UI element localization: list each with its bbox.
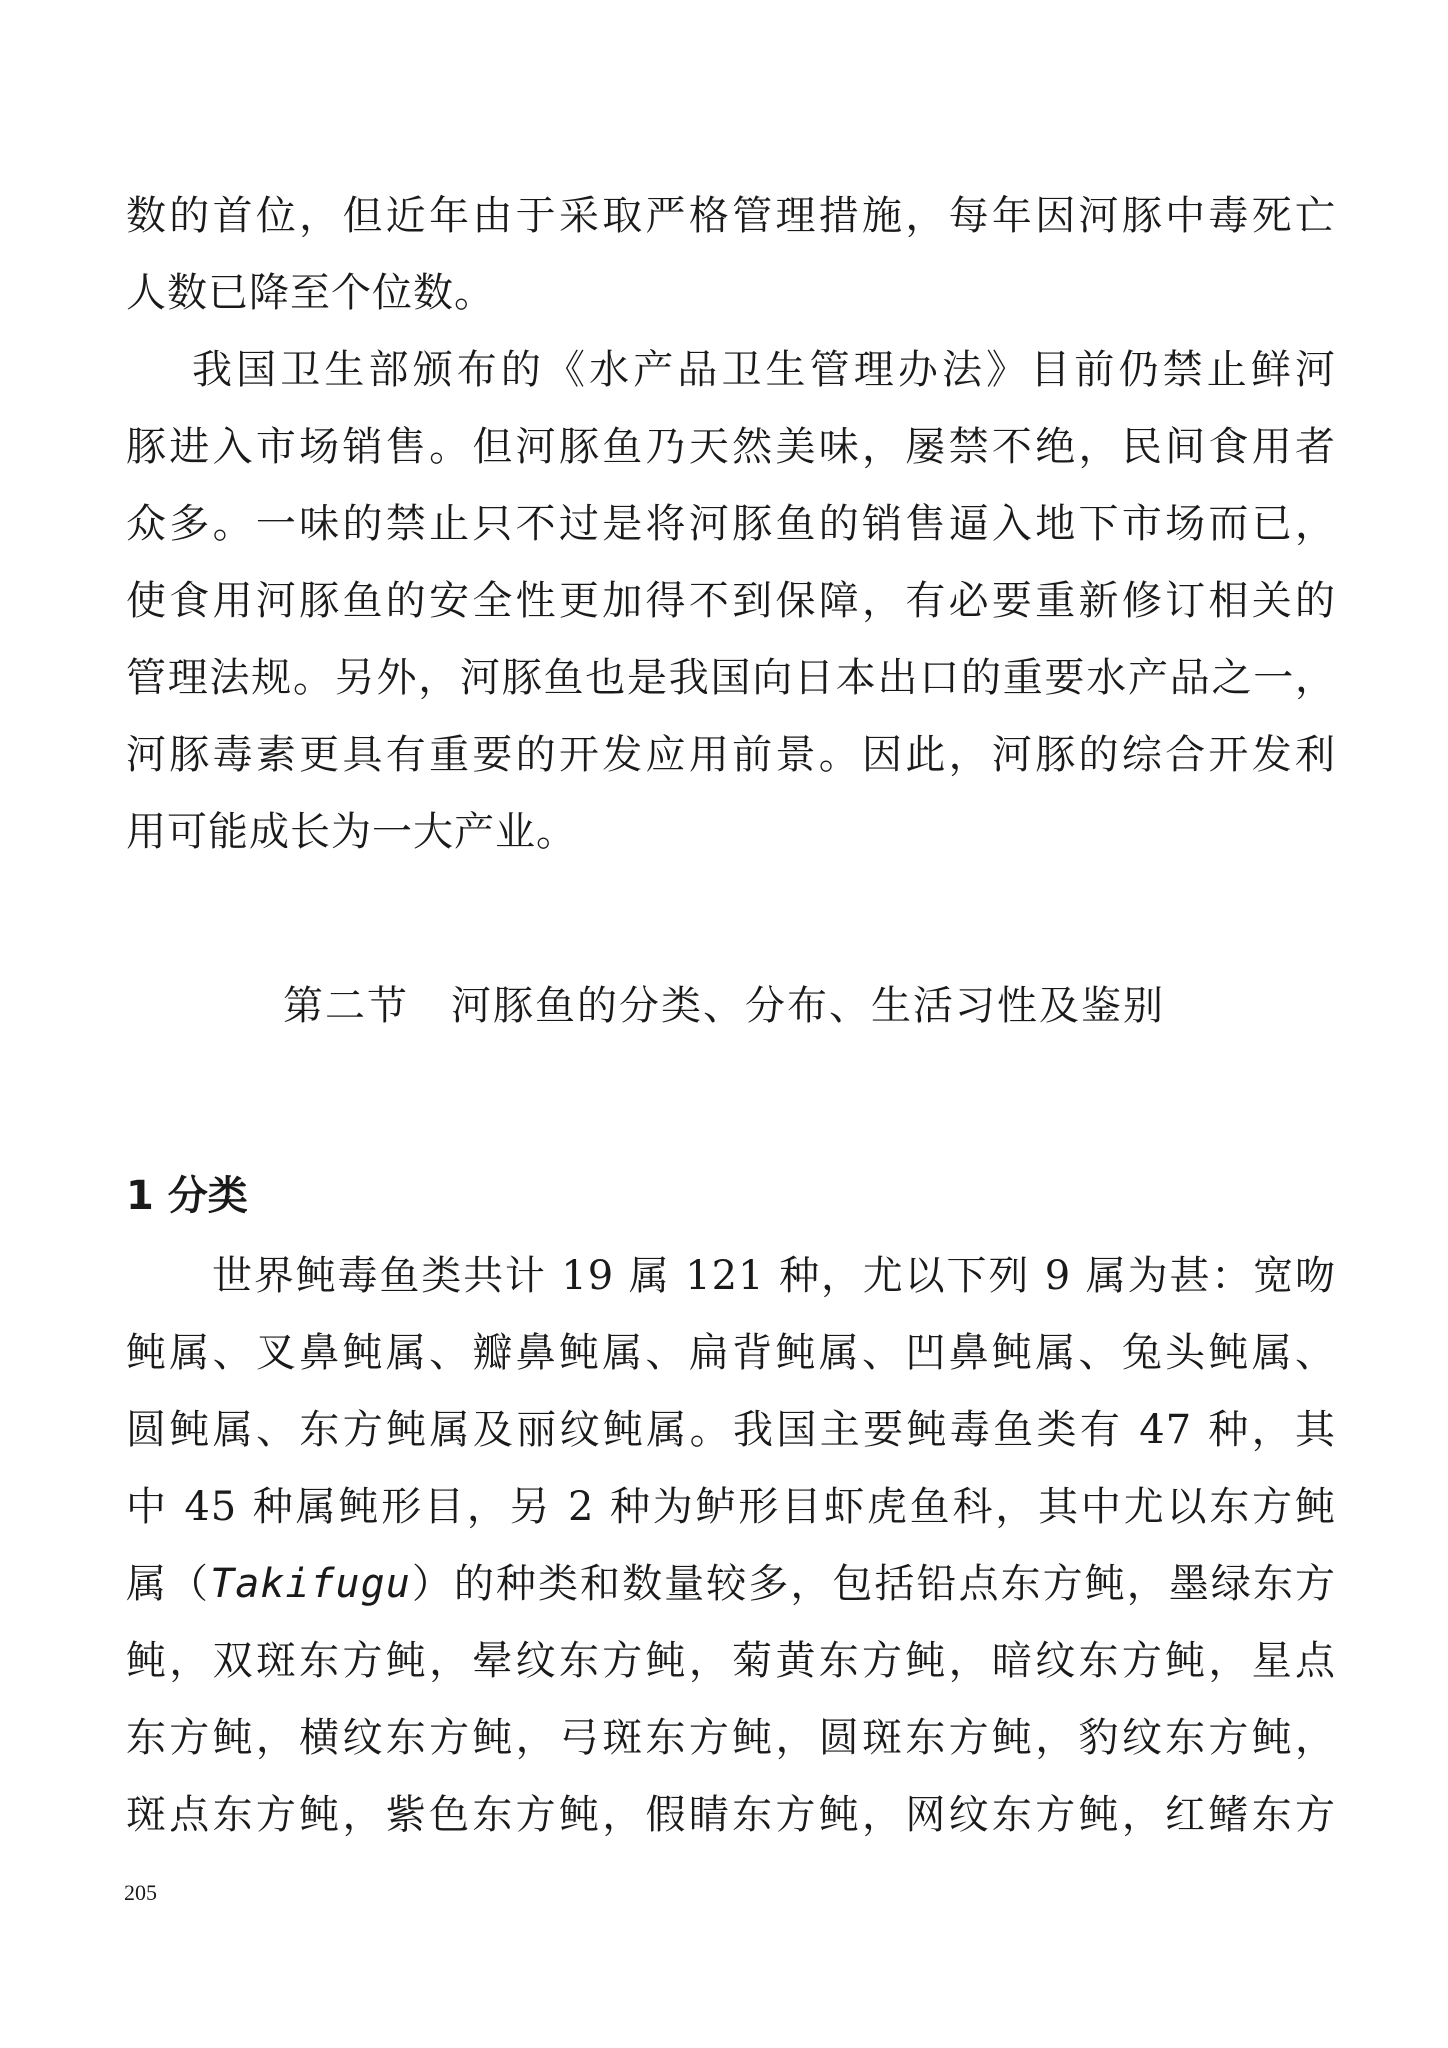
text-fragment: 属（ xyxy=(126,1561,211,1607)
text-line: 我国卫生部颁布的《水产品卫生管理办法》目前仍禁止鲜河 xyxy=(192,347,1336,393)
text-fragment: ）的种类和数量较多，包括铅点东方鲀，墨绿东方 xyxy=(410,1561,1337,1607)
genus-name: Takifugu xyxy=(210,1561,411,1607)
text-line: 中 45 种属鲀形目，另 2 种为鲈形目虾虎鱼科，其中尤以东方鲀 xyxy=(126,1484,1336,1530)
text-line: 鲀，双斑东方鲀，晕纹东方鲀，菊黄东方鲀，暗纹东方鲀，星点 xyxy=(126,1638,1336,1684)
text-line: 豚进入市场销售。但河豚鱼乃天然美味，屡禁不绝，民间食用者 xyxy=(126,424,1336,470)
paragraph-classification xyxy=(126,1238,1336,1854)
text-line: 用可能成长为一大产业。 xyxy=(126,809,577,855)
text-line: 人数已降至个位数。 xyxy=(126,270,495,316)
section-title: 第二节 河豚鱼的分类、分布、生活习性及鉴别 xyxy=(283,983,1165,1029)
text-line: 圆鲀属、东方鲀属及丽纹鲀属。我国主要鲀毒鱼类有 47 种，其 xyxy=(126,1407,1336,1453)
text-line: 斑点东方鲀，紫色东方鲀，假睛东方鲀，网纹东方鲀，红鳍东方 xyxy=(126,1792,1336,1838)
text-line: 东方鲀，横纹东方鲀，弓斑东方鲀，圆斑东方鲀，豹纹东方鲀， xyxy=(126,1715,1336,1761)
text-line: 世界鲀毒鱼类共计 19 属 121 种，尤以下列 9 属为甚：宽吻 xyxy=(212,1253,1336,1299)
text-line: 管理法规。另外，河豚鱼也是我国向日本出口的重要水产品之一， xyxy=(126,655,1336,701)
text-line: 数的首位，但近年由于采取严格管理措施，每年因河豚中毒死亡 xyxy=(126,193,1336,239)
text-line: 众多。一味的禁止只不过是将河豚鱼的销售逼入地下市场而已， xyxy=(126,501,1336,547)
subsection-heading: 1 分类 xyxy=(126,1173,248,1219)
paragraph-regulation xyxy=(126,332,1336,871)
text-line xyxy=(126,1546,1336,1623)
text-line: 使食用河豚鱼的安全性更加得不到保障，有必要重新修订相关的 xyxy=(126,578,1336,624)
text-line: 鲀属、叉鼻鲀属、瓣鼻鲀属、扁背鲀属、凹鼻鲀属、兔头鲀属、 xyxy=(126,1330,1336,1376)
page-number: 205 xyxy=(124,1880,157,1905)
text-line: 河豚毒素更具有重要的开发应用前景。因此，河豚的综合开发利 xyxy=(126,732,1336,778)
paragraph-continued xyxy=(126,178,1336,332)
